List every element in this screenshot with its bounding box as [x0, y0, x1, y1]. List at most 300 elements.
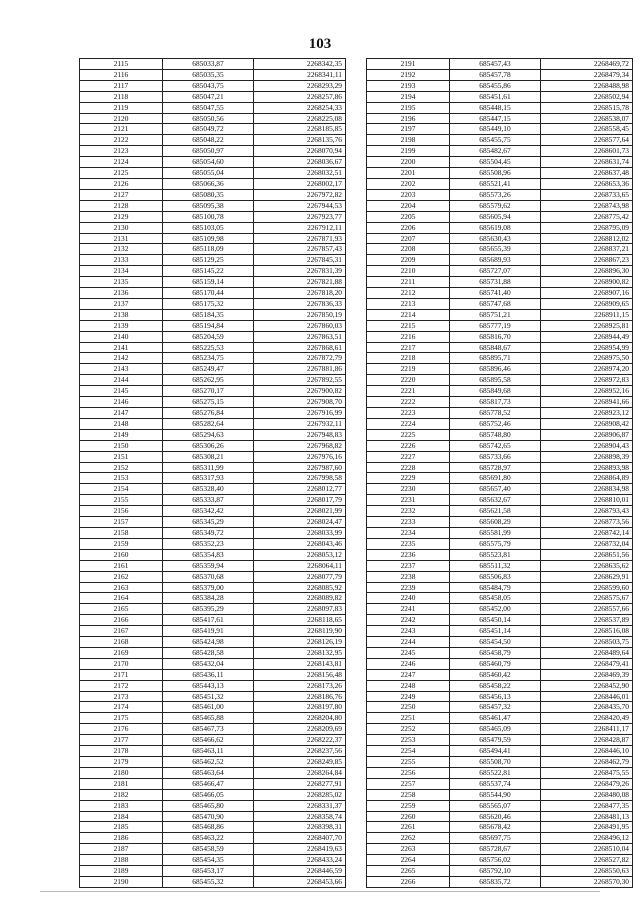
- y-coordinate-cell: 2268479,34: [541, 69, 633, 80]
- y-coordinate-cell: 2268077,79: [254, 571, 346, 582]
- y-coordinate-cell: 2268173,26: [254, 680, 346, 691]
- x-coordinate-cell: 685118,09: [163, 244, 254, 255]
- x-coordinate-cell: 685129,25: [163, 255, 254, 266]
- point-number-cell: 2155: [80, 495, 163, 506]
- table-row: [367, 713, 633, 724]
- x-coordinate-cell: 685463,11: [163, 746, 254, 757]
- table-row: [80, 462, 346, 473]
- table-row: [367, 593, 633, 604]
- table-row: [80, 157, 346, 168]
- y-coordinate-cell: 2268453,66: [254, 876, 346, 887]
- point-number-cell: 2190: [80, 876, 163, 887]
- y-coordinate-cell: 2268575,67: [541, 593, 633, 604]
- point-number-cell: 2157: [80, 517, 163, 528]
- x-coordinate-cell: 685345,29: [163, 517, 254, 528]
- table-row: [80, 855, 346, 866]
- point-number-cell: 2213: [367, 298, 450, 309]
- y-coordinate-cell: 2268477,35: [541, 800, 633, 811]
- table-row: [80, 113, 346, 124]
- point-number-cell: 2210: [367, 266, 450, 277]
- x-coordinate-cell: 685311,99: [163, 462, 254, 473]
- table-row: [80, 233, 346, 244]
- table-row: [80, 800, 346, 811]
- point-number-cell: 2142: [80, 353, 163, 364]
- x-coordinate-cell: 685306,26: [163, 440, 254, 451]
- x-coordinate-cell: 685470,90: [163, 811, 254, 822]
- y-coordinate-cell: 2267881,86: [254, 364, 346, 375]
- x-coordinate-cell: 685317,93: [163, 473, 254, 484]
- y-coordinate-cell: 2267860,03: [254, 320, 346, 331]
- point-number-cell: 2246: [367, 658, 450, 669]
- point-number-cell: 2221: [367, 386, 450, 397]
- x-coordinate-cell: 685047,55: [163, 102, 254, 113]
- y-coordinate-cell: 2268119,90: [254, 626, 346, 637]
- point-number-cell: 2123: [80, 146, 163, 157]
- point-number-cell: 2115: [80, 59, 163, 70]
- point-number-cell: 2156: [80, 506, 163, 517]
- table-row: [367, 822, 633, 833]
- table-row: [367, 506, 633, 517]
- table-row: [80, 484, 346, 495]
- x-coordinate-cell: 685752,46: [450, 418, 541, 429]
- x-coordinate-cell: 685747,68: [450, 298, 541, 309]
- x-coordinate-cell: 685620,46: [450, 811, 541, 822]
- y-coordinate-cell: 2268480,08: [541, 789, 633, 800]
- table-row: [80, 538, 346, 549]
- table-row: [367, 222, 633, 233]
- y-coordinate-cell: 2268972,83: [541, 375, 633, 386]
- point-number-cell: 2127: [80, 189, 163, 200]
- x-coordinate-cell: 685777,19: [450, 320, 541, 331]
- y-coordinate-cell: 2268225,08: [254, 113, 346, 124]
- y-coordinate-cell: 2268285,02: [254, 789, 346, 800]
- x-coordinate-cell: 685468,86: [163, 822, 254, 833]
- table-row: [80, 178, 346, 189]
- y-coordinate-cell: 2268550,63: [541, 866, 633, 877]
- x-coordinate-cell: 685066,36: [163, 178, 254, 189]
- table-row: [80, 473, 346, 484]
- table-row: [80, 767, 346, 778]
- point-number-cell: 2171: [80, 669, 163, 680]
- point-number-cell: 2234: [367, 527, 450, 538]
- table-row: [367, 397, 633, 408]
- x-coordinate-cell: 685523,81: [450, 549, 541, 560]
- y-coordinate-cell: 2268834,98: [541, 484, 633, 495]
- footer-rule: [40, 891, 600, 892]
- y-coordinate-cell: 2268515,78: [541, 102, 633, 113]
- y-coordinate-cell: 2268222,37: [254, 735, 346, 746]
- table-row: [80, 298, 346, 309]
- y-coordinate-cell: 2268209,69: [254, 724, 346, 735]
- y-coordinate-cell: 2268331,37: [254, 800, 346, 811]
- x-coordinate-cell: 685466,05: [163, 789, 254, 800]
- y-coordinate-cell: 2268537,89: [541, 615, 633, 626]
- table-row: [367, 102, 633, 113]
- x-coordinate-cell: 685456,13: [450, 691, 541, 702]
- x-coordinate-cell: 685454,50: [450, 637, 541, 648]
- point-number-cell: 2133: [80, 255, 163, 266]
- point-number-cell: 2151: [80, 451, 163, 462]
- y-coordinate-cell: 2267845,31: [254, 255, 346, 266]
- x-coordinate-cell: 685049,72: [163, 124, 254, 135]
- table-row: [367, 604, 633, 615]
- point-number-cell: 2182: [80, 789, 163, 800]
- x-coordinate-cell: 685050,97: [163, 146, 254, 157]
- x-coordinate-cell: 685466,47: [163, 778, 254, 789]
- table-row: [367, 691, 633, 702]
- x-coordinate-cell: 685544,90: [450, 789, 541, 800]
- table-row: [367, 266, 633, 277]
- x-coordinate-cell: 685452,00: [450, 604, 541, 615]
- point-number-cell: 2199: [367, 146, 450, 157]
- table-row: [80, 604, 346, 615]
- x-coordinate-cell: 685384,28: [163, 593, 254, 604]
- x-coordinate-cell: 685849,68: [450, 386, 541, 397]
- table-row: [80, 364, 346, 375]
- point-number-cell: 2228: [367, 462, 450, 473]
- x-coordinate-cell: 685458,05: [450, 593, 541, 604]
- point-number-cell: 2166: [80, 615, 163, 626]
- point-number-cell: 2138: [80, 309, 163, 320]
- x-coordinate-cell: 685455,86: [450, 80, 541, 91]
- table-row: [80, 789, 346, 800]
- x-coordinate-cell: 685184,35: [163, 309, 254, 320]
- table-row: [80, 637, 346, 648]
- point-number-cell: 2201: [367, 168, 450, 179]
- x-coordinate-cell: 685275,15: [163, 397, 254, 408]
- table-row: [367, 855, 633, 866]
- table-row: [367, 702, 633, 713]
- y-coordinate-cell: 2268481,13: [541, 811, 633, 822]
- x-coordinate-cell: 685395,29: [163, 604, 254, 615]
- x-coordinate-cell: 685792,10: [450, 866, 541, 877]
- table-row: [80, 80, 346, 91]
- x-coordinate-cell: 685043,75: [163, 80, 254, 91]
- x-coordinate-cell: 685508,70: [450, 757, 541, 768]
- x-coordinate-cell: 685175,32: [163, 298, 254, 309]
- point-number-cell: 2177: [80, 735, 163, 746]
- x-coordinate-cell: 685465,09: [450, 724, 541, 735]
- y-coordinate-cell: 2268944,49: [541, 331, 633, 342]
- point-number-cell: 2178: [80, 746, 163, 757]
- y-coordinate-cell: 2267987,60: [254, 462, 346, 473]
- point-number-cell: 2208: [367, 244, 450, 255]
- y-coordinate-cell: 2268601,73: [541, 146, 633, 157]
- x-coordinate-cell: 685432,04: [163, 658, 254, 669]
- x-coordinate-cell: 685748,80: [450, 429, 541, 440]
- y-coordinate-cell: 2268812,02: [541, 233, 633, 244]
- y-coordinate-cell: 2268651,56: [541, 549, 633, 560]
- x-coordinate-cell: 685458,22: [450, 680, 541, 691]
- x-coordinate-cell: 685896,46: [450, 364, 541, 375]
- y-coordinate-cell: 2268264,84: [254, 767, 346, 778]
- point-number-cell: 2147: [80, 408, 163, 419]
- y-coordinate-cell: 2268411,17: [541, 724, 633, 735]
- y-coordinate-cell: 2268496,12: [541, 833, 633, 844]
- table-row: [80, 626, 346, 637]
- y-coordinate-cell: 2268908,42: [541, 418, 633, 429]
- point-number-cell: 2265: [367, 866, 450, 877]
- x-coordinate-cell: 685575,79: [450, 538, 541, 549]
- point-number-cell: 2135: [80, 277, 163, 288]
- y-coordinate-cell: 2268475,55: [541, 767, 633, 778]
- point-number-cell: 2248: [367, 680, 450, 691]
- x-coordinate-cell: 685457,78: [450, 69, 541, 80]
- table-row: [367, 811, 633, 822]
- y-coordinate-cell: 2268469,72: [541, 59, 633, 70]
- table-row: [367, 168, 633, 179]
- table-row: [80, 724, 346, 735]
- y-coordinate-cell: 2268277,91: [254, 778, 346, 789]
- point-number-cell: 2266: [367, 876, 450, 887]
- point-number-cell: 2173: [80, 691, 163, 702]
- y-coordinate-cell: 2268043,46: [254, 538, 346, 549]
- point-number-cell: 2189: [80, 866, 163, 877]
- point-number-cell: 2205: [367, 211, 450, 222]
- x-coordinate-cell: 685354,83: [163, 549, 254, 560]
- x-coordinate-cell: 685655,39: [450, 244, 541, 255]
- point-number-cell: 2143: [80, 364, 163, 375]
- y-coordinate-cell: 2268118,65: [254, 615, 346, 626]
- x-coordinate-cell: 685455,32: [163, 876, 254, 887]
- x-coordinate-cell: 685453,17: [163, 866, 254, 877]
- y-coordinate-cell: 2268599,60: [541, 582, 633, 593]
- x-coordinate-cell: 685691,80: [450, 473, 541, 484]
- x-coordinate-cell: 685282,64: [163, 418, 254, 429]
- x-coordinate-cell: 685100,78: [163, 211, 254, 222]
- point-number-cell: 2231: [367, 495, 450, 506]
- table-row: [80, 702, 346, 713]
- y-coordinate-cell: 2268053,12: [254, 549, 346, 560]
- point-number-cell: 2262: [367, 833, 450, 844]
- y-coordinate-cell: 2267900,82: [254, 386, 346, 397]
- x-coordinate-cell: 685055,04: [163, 168, 254, 179]
- x-coordinate-cell: 685895,71: [450, 353, 541, 364]
- table-row: [367, 637, 633, 648]
- table-row: [80, 418, 346, 429]
- point-number-cell: 2249: [367, 691, 450, 702]
- y-coordinate-cell: 2268341,11: [254, 69, 346, 80]
- point-number-cell: 2116: [80, 69, 163, 80]
- x-coordinate-cell: 685835,72: [450, 876, 541, 887]
- table-row: [367, 211, 633, 222]
- table-row: [80, 691, 346, 702]
- x-coordinate-cell: 685608,29: [450, 517, 541, 528]
- y-coordinate-cell: 2268911,15: [541, 309, 633, 320]
- point-number-cell: 2252: [367, 724, 450, 735]
- point-number-cell: 2263: [367, 844, 450, 855]
- table-row: [367, 157, 633, 168]
- y-coordinate-cell: 2268527,82: [541, 855, 633, 866]
- y-coordinate-cell: 2268867,23: [541, 255, 633, 266]
- y-coordinate-cell: 2267872,79: [254, 353, 346, 364]
- table-row: [367, 538, 633, 549]
- point-number-cell: 2149: [80, 429, 163, 440]
- point-number-cell: 2183: [80, 800, 163, 811]
- table-row: [80, 746, 346, 757]
- y-coordinate-cell: 2268033,99: [254, 527, 346, 538]
- table-row: [80, 244, 346, 255]
- x-coordinate-cell: 685451,32: [163, 691, 254, 702]
- point-number-cell: 2200: [367, 157, 450, 168]
- table-row: [367, 277, 633, 288]
- y-coordinate-cell: 2268407,70: [254, 833, 346, 844]
- x-coordinate-cell: 685417,61: [163, 615, 254, 626]
- y-coordinate-cell: 2268503,75: [541, 637, 633, 648]
- table-row: [367, 59, 633, 70]
- point-number-cell: 2158: [80, 527, 163, 538]
- y-coordinate-cell: 2268975,50: [541, 353, 633, 364]
- point-number-cell: 2230: [367, 484, 450, 495]
- point-number-cell: 2172: [80, 680, 163, 691]
- x-coordinate-cell: 685349,72: [163, 527, 254, 538]
- x-coordinate-cell: 685465,88: [163, 713, 254, 724]
- x-coordinate-cell: 685342,42: [163, 506, 254, 517]
- table-row: [367, 560, 633, 571]
- x-coordinate-cell: 685657,40: [450, 484, 541, 495]
- point-number-cell: 2235: [367, 538, 450, 549]
- x-coordinate-cell: 685581,99: [450, 527, 541, 538]
- x-coordinate-cell: 685443,13: [163, 680, 254, 691]
- table-row: [367, 386, 633, 397]
- y-coordinate-cell: 2268491,95: [541, 822, 633, 833]
- point-number-cell: 2212: [367, 288, 450, 299]
- point-number-cell: 2174: [80, 702, 163, 713]
- x-coordinate-cell: 685728,67: [450, 844, 541, 855]
- table-row: [367, 495, 633, 506]
- table-row: [367, 135, 633, 146]
- y-coordinate-cell: 2268907,16: [541, 288, 633, 299]
- y-coordinate-cell: 2268254,33: [254, 102, 346, 113]
- point-number-cell: 2260: [367, 811, 450, 822]
- point-number-cell: 2136: [80, 288, 163, 299]
- x-coordinate-cell: 685778,52: [450, 408, 541, 419]
- table-row: [367, 178, 633, 189]
- table-row: [80, 200, 346, 211]
- table-row: [80, 451, 346, 462]
- y-coordinate-cell: 2268135,76: [254, 135, 346, 146]
- table-row: [367, 309, 633, 320]
- x-coordinate-cell: 685454,35: [163, 855, 254, 866]
- table-row: [367, 233, 633, 244]
- table-row: [367, 146, 633, 157]
- table-row: [367, 789, 633, 800]
- y-coordinate-cell: 2268204,80: [254, 713, 346, 724]
- point-number-cell: 2209: [367, 255, 450, 266]
- point-number-cell: 2152: [80, 462, 163, 473]
- point-number-cell: 2148: [80, 418, 163, 429]
- point-number-cell: 2181: [80, 778, 163, 789]
- y-coordinate-cell: 2268864,89: [541, 473, 633, 484]
- point-number-cell: 2129: [80, 211, 163, 222]
- y-coordinate-cell: 2268419,63: [254, 844, 346, 855]
- x-coordinate-cell: 685621,58: [450, 506, 541, 517]
- x-coordinate-cell: 685731,88: [450, 277, 541, 288]
- table-row: [367, 69, 633, 80]
- y-coordinate-cell: 2267948,83: [254, 429, 346, 440]
- table-row: [367, 626, 633, 637]
- x-coordinate-cell: 685522,81: [450, 767, 541, 778]
- point-number-cell: 2206: [367, 222, 450, 233]
- point-number-cell: 2137: [80, 298, 163, 309]
- table-row: [80, 833, 346, 844]
- point-number-cell: 2191: [367, 59, 450, 70]
- point-number-cell: 2247: [367, 669, 450, 680]
- x-coordinate-cell: 685449,10: [450, 124, 541, 135]
- point-number-cell: 2243: [367, 626, 450, 637]
- x-coordinate-cell: 685458,79: [450, 647, 541, 658]
- point-number-cell: 2203: [367, 189, 450, 200]
- y-coordinate-cell: 2268089,82: [254, 593, 346, 604]
- table-row: [367, 353, 633, 364]
- y-coordinate-cell: 2268570,30: [541, 876, 633, 887]
- y-coordinate-cell: 2268775,42: [541, 211, 633, 222]
- point-number-cell: 2204: [367, 200, 450, 211]
- table-row: [367, 833, 633, 844]
- point-number-cell: 2193: [367, 80, 450, 91]
- x-coordinate-cell: 685678,42: [450, 822, 541, 833]
- x-coordinate-cell: 685328,40: [163, 484, 254, 495]
- y-coordinate-cell: 2268733,65: [541, 189, 633, 200]
- table-row: [80, 331, 346, 342]
- y-coordinate-cell: 2268237,56: [254, 746, 346, 757]
- table-row: [367, 364, 633, 375]
- x-coordinate-cell: 685895,58: [450, 375, 541, 386]
- table-row: [367, 724, 633, 735]
- y-coordinate-cell: 2268558,45: [541, 124, 633, 135]
- table-row: [367, 342, 633, 353]
- y-coordinate-cell: 2268898,39: [541, 451, 633, 462]
- table-row: [367, 288, 633, 299]
- y-coordinate-cell: 2268021,99: [254, 506, 346, 517]
- y-coordinate-cell: 2268631,74: [541, 157, 633, 168]
- x-coordinate-cell: 685619,08: [450, 222, 541, 233]
- coordinate-table-left: [79, 58, 346, 888]
- point-number-cell: 2207: [367, 233, 450, 244]
- y-coordinate-cell: 2267831,39: [254, 266, 346, 277]
- point-number-cell: 2131: [80, 233, 163, 244]
- x-coordinate-cell: 685457,32: [450, 702, 541, 713]
- point-number-cell: 2198: [367, 135, 450, 146]
- table-row: [367, 844, 633, 855]
- point-number-cell: 2244: [367, 637, 450, 648]
- x-coordinate-cell: 685630,43: [450, 233, 541, 244]
- y-coordinate-cell: 2267912,11: [254, 222, 346, 233]
- table-row: [80, 495, 346, 506]
- point-number-cell: 2145: [80, 386, 163, 397]
- y-coordinate-cell: 2268557,66: [541, 604, 633, 615]
- point-number-cell: 2256: [367, 767, 450, 778]
- point-number-cell: 2141: [80, 342, 163, 353]
- point-number-cell: 2118: [80, 91, 163, 102]
- x-coordinate-cell: 685508,96: [450, 168, 541, 179]
- y-coordinate-cell: 2267857,43: [254, 244, 346, 255]
- x-coordinate-cell: 685506,83: [450, 571, 541, 582]
- table-row: [80, 713, 346, 724]
- point-number-cell: 2241: [367, 604, 450, 615]
- y-coordinate-cell: 2268974,20: [541, 364, 633, 375]
- table-row: [80, 506, 346, 517]
- y-coordinate-cell: 2268577,64: [541, 135, 633, 146]
- table-row: [367, 615, 633, 626]
- point-number-cell: 2140: [80, 331, 163, 342]
- x-coordinate-cell: 685484,79: [450, 582, 541, 593]
- x-coordinate-cell: 685479,59: [450, 735, 541, 746]
- y-coordinate-cell: 2268097,83: [254, 604, 346, 615]
- y-coordinate-cell: 2268342,35: [254, 59, 346, 70]
- x-coordinate-cell: 685050,56: [163, 113, 254, 124]
- x-coordinate-cell: 685035,35: [163, 69, 254, 80]
